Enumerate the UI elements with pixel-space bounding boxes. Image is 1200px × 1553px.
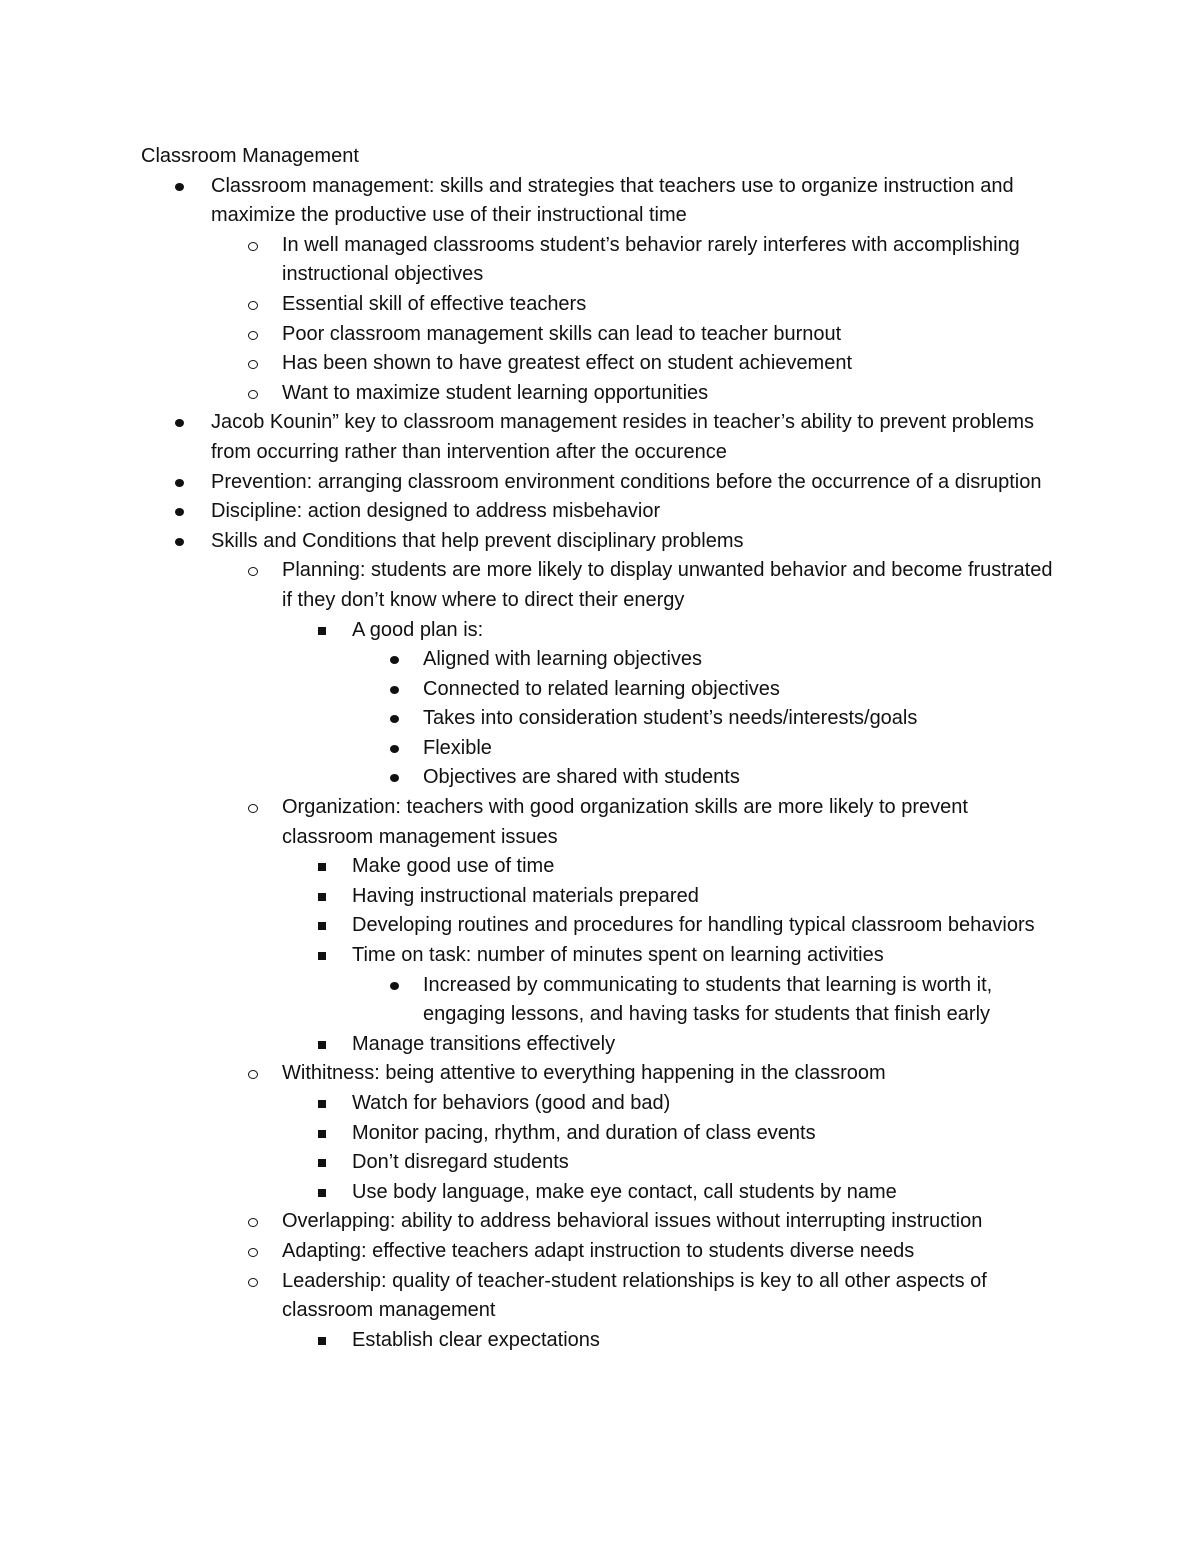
hollow-circle-bullet-icon [248, 567, 258, 576]
list-item-text: Monitor pacing, rhythm, and duration of class events [352, 1121, 816, 1144]
filled-square-bullet-icon [318, 952, 326, 960]
list-item [0, 1207, 1200, 1237]
list-item [0, 527, 1200, 557]
list-item-text: A good plan is: [352, 618, 484, 641]
filled-circle-bullet-icon [390, 745, 399, 753]
hollow-circle-bullet-icon [248, 1218, 258, 1227]
list-item [0, 1267, 1200, 1326]
list-item-text: Prevention: arranging classroom environment conditions before the occurrence of a disruption [211, 470, 1042, 493]
list-item-text: Want to maximize student learning opportunities [282, 381, 709, 404]
list-item [0, 231, 1200, 290]
list-item [0, 1148, 1200, 1178]
list-item-text: Watch for behaviors (good and bad) [352, 1092, 671, 1114]
list-item-text: Make good use of time [352, 855, 555, 878]
hollow-circle-bullet-icon [248, 1278, 258, 1287]
filled-square-bullet-icon [318, 893, 326, 901]
list-item [0, 290, 1200, 320]
filled-square-bullet-icon [318, 1337, 326, 1345]
list-item-text: Classroom management: skills and strategies that teachers use to organize instruction and maximize the productive use of their instructional time [211, 174, 1014, 227]
list-item [0, 763, 1200, 793]
list-item-text: Withitness: being attentive to everything happening in the classroom [282, 1062, 886, 1085]
filled-circle-bullet-icon [175, 508, 184, 516]
list-item-text: Adapting: effective teachers adapt instruction to students diverse needs [282, 1239, 915, 1262]
list-item [0, 497, 1200, 527]
list-item-text: Organization: teachers with good organization skills are more likely to prevent classroom management issues [282, 796, 968, 848]
list-item [0, 645, 1200, 675]
filled-circle-bullet-icon [175, 419, 184, 427]
list-item-text: Flexible [423, 736, 492, 759]
list-item [0, 852, 1200, 882]
list-item [0, 349, 1200, 379]
list-item [0, 556, 1200, 615]
list-item-text: Essential skill of effective teachers [282, 292, 587, 315]
list-item-text: Developing routines and procedures for handling typical classroom behaviors [352, 914, 1035, 937]
list-item [0, 1237, 1200, 1267]
list-item-text: Objectives are shared with students [423, 766, 740, 789]
list-item [0, 882, 1200, 912]
filled-square-bullet-icon [318, 1041, 326, 1049]
hollow-circle-bullet-icon [248, 1248, 258, 1257]
filled-square-bullet-icon [318, 627, 326, 635]
list-item [0, 1059, 1200, 1089]
list-item [0, 971, 1200, 1030]
list-item [0, 1089, 1200, 1119]
list-item-text: Time on task: number of minutes spent on learning activities [352, 944, 884, 967]
hollow-circle-bullet-icon [248, 390, 258, 399]
list-item-text: Having instructional materials prepared [352, 884, 699, 907]
filled-square-bullet-icon [318, 1189, 326, 1197]
list-item-text: Takes into consideration student’s needs/interests/goals [423, 707, 918, 730]
list-item [0, 1030, 1200, 1060]
list-item [0, 1178, 1200, 1208]
list-item [0, 468, 1200, 498]
hollow-circle-bullet-icon [248, 242, 258, 251]
filled-circle-bullet-icon [390, 774, 399, 782]
filled-circle-bullet-icon [175, 479, 184, 487]
list-item [0, 408, 1200, 467]
list-item [0, 675, 1200, 705]
list-item-text: Manage transitions effectively [352, 1032, 616, 1055]
filled-square-bullet-icon [318, 863, 326, 871]
list-item [0, 941, 1200, 971]
list-item-text: Aligned with learning objectives [423, 648, 703, 671]
list-item [0, 379, 1200, 409]
list-item-text: Has been shown to have greatest effect on student achievement [282, 352, 852, 375]
hollow-circle-bullet-icon [248, 804, 258, 813]
list-item [0, 616, 1200, 646]
bullet-outline [0, 172, 1200, 1356]
list-item-text: In well managed classrooms student’s behavior rarely interferes with accomplishing instructional objectives [282, 233, 1020, 286]
filled-square-bullet-icon [318, 1130, 326, 1138]
list-item-text: Increased by communicating to students that learning is worth it, engaging lessons, and having tasks for students that finish early [423, 973, 993, 1026]
list-item [0, 320, 1200, 350]
list-item [0, 911, 1200, 941]
list-item [0, 172, 1200, 231]
hollow-circle-bullet-icon [248, 301, 258, 310]
list-item-text: Jacob Kounin” key to classroom management resides in teacher’s ability to prevent problems from occurring rather than intervention after the occurence [211, 411, 1035, 463]
list-item-text: Use body language, make eye contact, call students by name [352, 1180, 897, 1203]
hollow-circle-bullet-icon [248, 360, 258, 369]
filled-circle-bullet-icon [390, 656, 399, 664]
filled-square-bullet-icon [318, 922, 326, 930]
list-item-text: Establish clear expectations [352, 1328, 600, 1351]
list-item-text: Discipline: action designed to address misbehavior [211, 500, 661, 523]
list-item [0, 704, 1200, 734]
list-item-text: Don’t disregard students [352, 1151, 569, 1174]
filled-square-bullet-icon [318, 1159, 326, 1167]
filled-circle-bullet-icon [390, 982, 399, 990]
list-item-text: Planning: students are more likely to display unwanted behavior and become frustrated if they don’t know where to direct their energy [282, 559, 1053, 611]
list-item [0, 793, 1200, 852]
list-item [0, 734, 1200, 764]
filled-circle-bullet-icon [175, 538, 184, 546]
list-item-text: Leadership: quality of teacher-student relationships is key to all other aspects of classroom management [282, 1269, 987, 1322]
filled-circle-bullet-icon [390, 686, 399, 694]
document-title: Classroom Management [141, 145, 359, 167]
list-item-text: Connected to related learning objectives [423, 677, 780, 700]
filled-circle-bullet-icon [175, 183, 184, 191]
list-item-text: Overlapping: ability to address behavioral issues without interrupting instruction [282, 1210, 983, 1233]
hollow-circle-bullet-icon [248, 1070, 258, 1079]
list-item [0, 1326, 1200, 1356]
filled-square-bullet-icon [318, 1100, 326, 1108]
list-item [0, 1119, 1200, 1149]
hollow-circle-bullet-icon [248, 331, 258, 340]
list-item-text: Poor classroom management skills can lead to teacher burnout [282, 322, 842, 345]
list-item-text: Skills and Conditions that help prevent disciplinary problems [211, 529, 744, 552]
filled-circle-bullet-icon [390, 715, 399, 723]
